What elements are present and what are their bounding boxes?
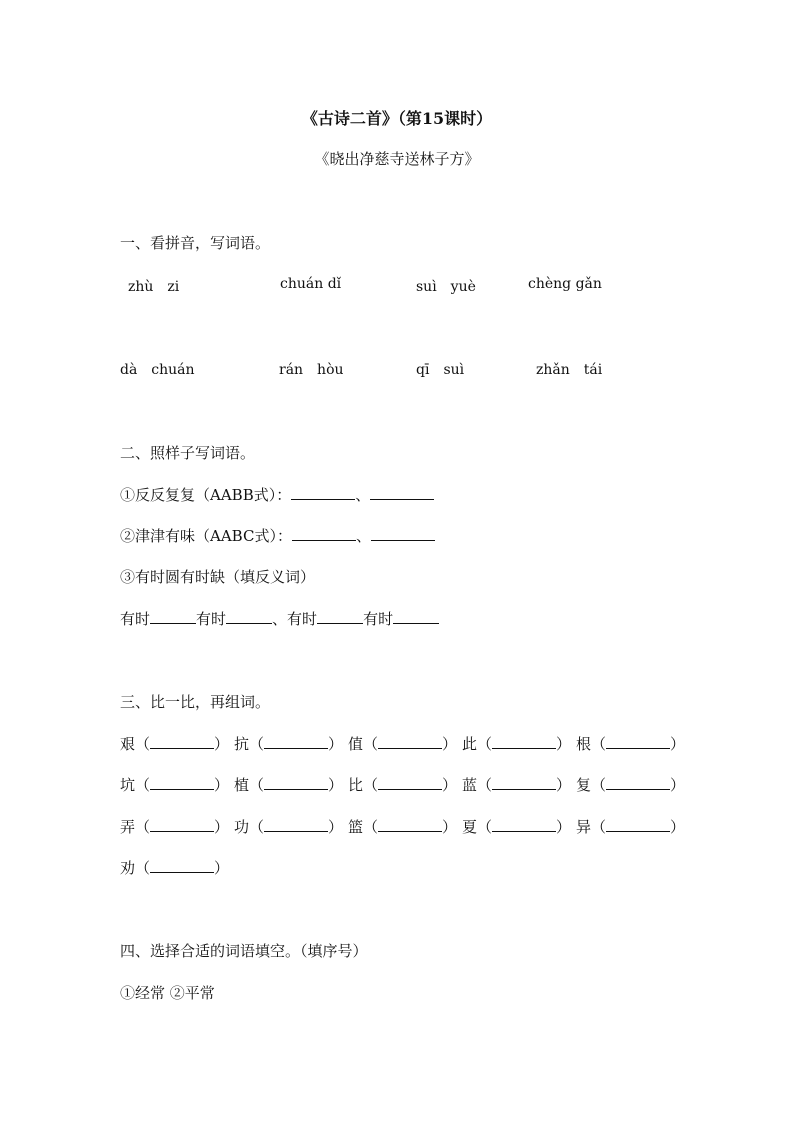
pinyin-item: dà chuán [120,362,195,378]
paren-close: ） [328,776,344,794]
character: 异 [576,818,592,836]
character: 弄 [120,818,136,836]
answer-blank[interactable] [317,609,363,624]
pinyin-item: rán hòu [279,362,344,378]
paren-close: ） [556,818,572,836]
compare-item [234,816,343,837]
youshi-text: 有时 [196,610,227,628]
pattern-label: ①反反复复（AABB式）： [120,486,292,504]
answer-blank[interactable] [264,734,328,749]
compare-item [120,774,229,795]
answer-blank[interactable] [606,775,670,790]
section2-heading: 二、照样子写词语。 [120,444,256,462]
paren-close: ） [442,735,458,753]
character: 比 [348,776,364,794]
pinyin-item: zhù zi [128,279,180,295]
page-title: 《古诗二首》（第15课时） [301,109,493,128]
youshi-text: 有时 [287,610,318,628]
section1-heading: 一、看拼音，写词语。 [120,234,271,252]
paren-open: （ [135,818,151,836]
paren-close: ） [556,776,572,794]
compare-item [348,774,457,795]
youshi-text: 有时 [363,610,394,628]
answer-blank[interactable] [264,817,328,832]
paren-open: （ [363,776,379,794]
pinyin-item: chèng gǎn [528,276,602,292]
character: 抗 [234,735,250,753]
paren-close: ） [328,818,344,836]
answer-blank[interactable] [371,526,435,541]
separator: 、 [355,527,371,545]
answer-blank[interactable] [492,734,556,749]
answer-blank[interactable] [292,526,356,541]
character: 此 [462,735,478,753]
compare-item [234,733,343,754]
youshi-text: 有时 [120,610,151,628]
pattern-item-aabb [120,484,434,505]
answer-blank[interactable] [378,734,442,749]
character: 植 [234,776,250,794]
pinyin-item: suì yuè [416,279,476,295]
compare-item [234,774,343,795]
answer-blank[interactable] [150,858,214,873]
answer-blank[interactable] [150,609,196,624]
paren-open: （ [249,776,265,794]
character: 篮 [348,818,364,836]
answer-blank[interactable] [370,485,434,500]
answer-blank[interactable] [264,775,328,790]
section3-heading: 三、比一比，再组词。 [120,693,271,711]
separator: 、 [355,486,371,504]
compare-item [462,816,571,837]
character: 值 [348,735,364,753]
compare-item [348,733,457,754]
answer-blank[interactable] [378,775,442,790]
paren-close: ） [442,776,458,794]
paren-open: （ [477,818,493,836]
compare-item [462,733,571,754]
character: 劝 [120,859,136,877]
character: 坑 [120,776,136,794]
character: 蓝 [462,776,478,794]
paren-open: （ [477,735,493,753]
section4-heading: 四、选择合适的词语填空。（填序号） [120,942,368,960]
paren-open: （ [477,776,493,794]
page-subtitle: 《晓出净慈寺送林子方》 [314,150,480,168]
compare-item [120,816,229,837]
character: 根 [576,735,592,753]
paren-open: （ [249,735,265,753]
answer-blank[interactable] [492,817,556,832]
answer-blank[interactable] [492,775,556,790]
compare-item [120,857,229,878]
compare-item [576,733,685,754]
paren-open: （ [591,735,607,753]
paren-close: ） [328,735,344,753]
character: 夏 [462,818,478,836]
compare-item [120,733,229,754]
paren-close: ） [214,776,230,794]
paren-close: ） [670,735,686,753]
paren-open: （ [591,818,607,836]
paren-close: ） [214,818,230,836]
separator: 、 [272,610,288,628]
answer-blank[interactable] [606,817,670,832]
answer-blank[interactable] [291,485,355,500]
compare-item [576,816,685,837]
pattern-item-antonym: ③有时圆有时缺（填反义词） [120,568,316,586]
paren-open: （ [135,735,151,753]
paren-close: ） [214,859,230,877]
pinyin-item: zhǎn tái [536,362,603,378]
answer-blank[interactable] [150,817,214,832]
paren-close: ） [442,818,458,836]
character: 复 [576,776,592,794]
character: 艰 [120,735,136,753]
answer-blank[interactable] [150,734,214,749]
paren-open: （ [135,859,151,877]
paren-close: ） [214,735,230,753]
answer-blank[interactable] [606,734,670,749]
pinyin-item: chuán dǐ [280,276,342,292]
compare-item [462,774,571,795]
paren-close: ） [670,776,686,794]
word-options: ①经常 ②平常 [120,984,215,1002]
answer-blank[interactable] [393,609,439,624]
paren-open: （ [363,818,379,836]
answer-blank[interactable] [226,609,272,624]
compare-item [348,816,457,837]
antonym-fill-line [120,608,439,629]
paren-close: ） [670,818,686,836]
paren-close: ） [556,735,572,753]
compare-item [576,774,685,795]
paren-open: （ [591,776,607,794]
character: 功 [234,818,250,836]
answer-blank[interactable] [378,817,442,832]
paren-open: （ [363,735,379,753]
pattern-item-aabc [120,525,435,546]
pinyin-item: qī suì [416,362,465,378]
pattern-label: ②津津有味（AABC式）： [120,527,292,545]
paren-open: （ [249,818,265,836]
answer-blank[interactable] [150,775,214,790]
paren-open: （ [135,776,151,794]
